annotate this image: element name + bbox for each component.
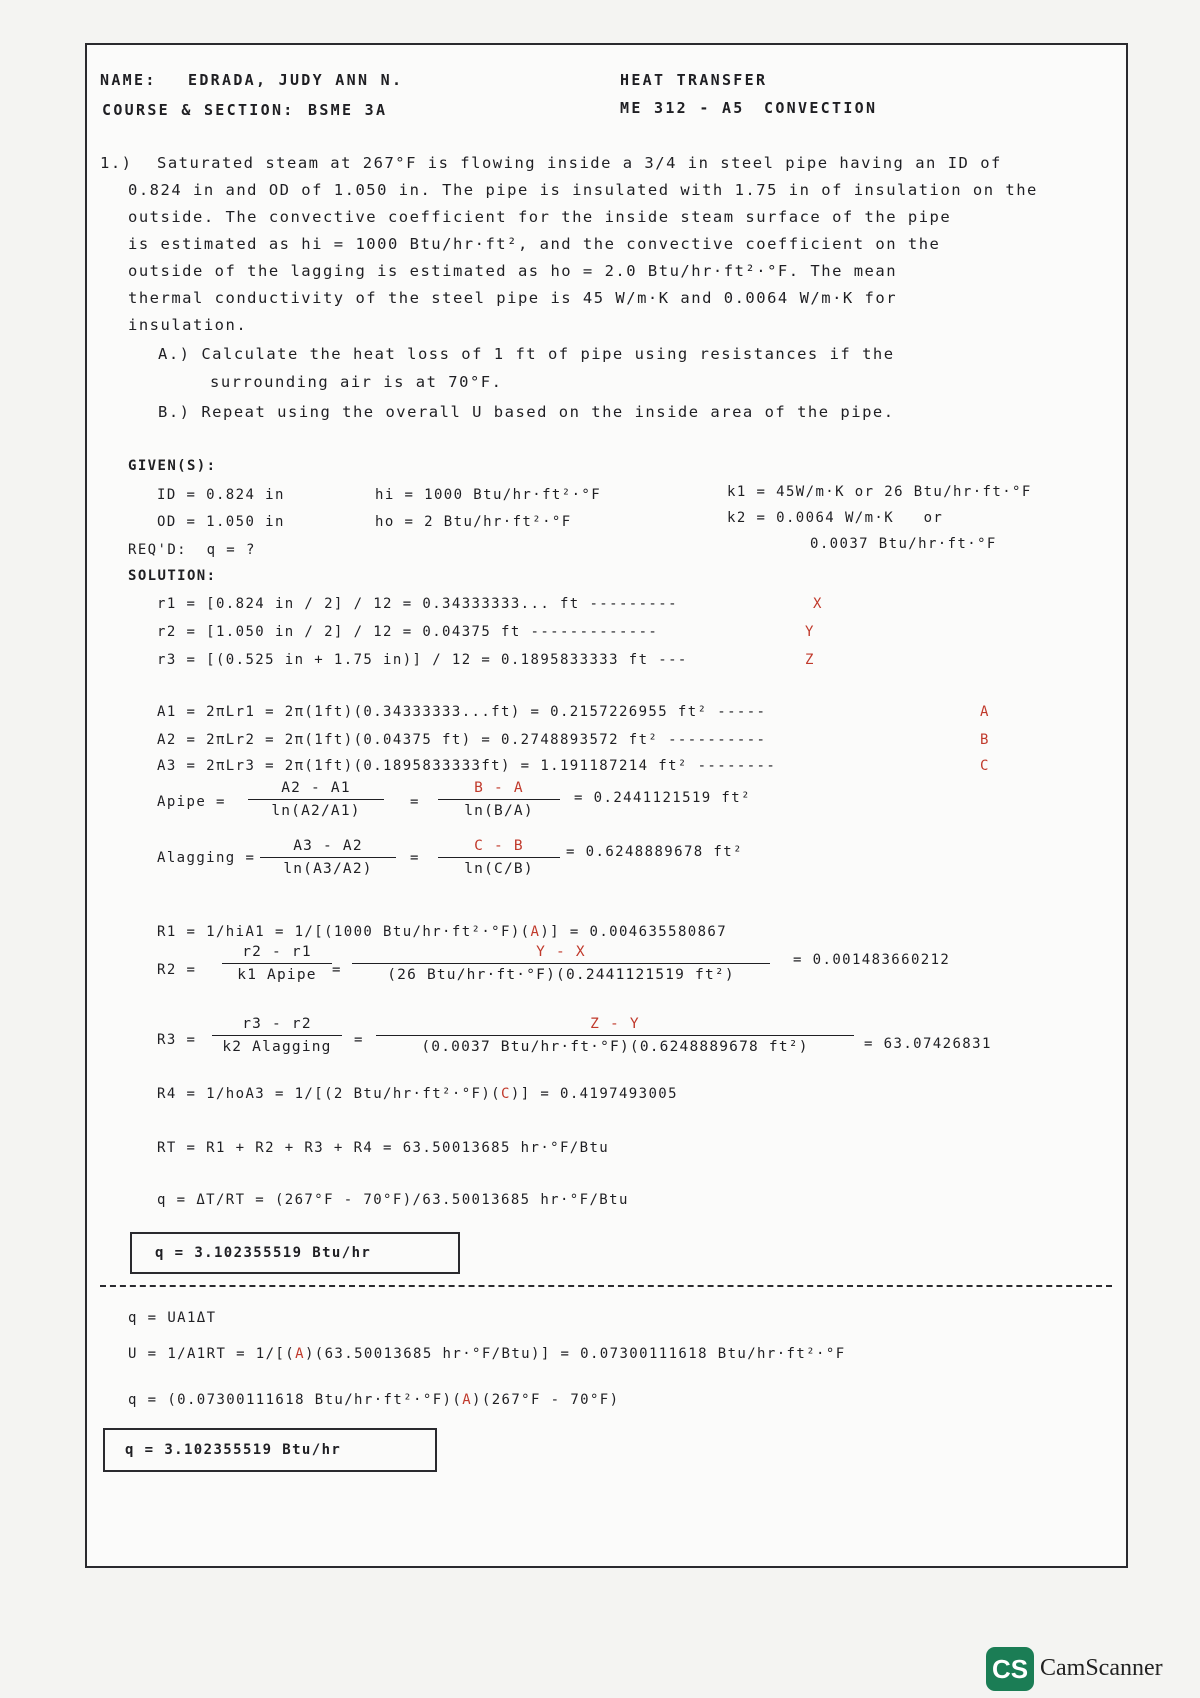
a2-line: A2 = 2πLr2 = 2π(1ft)(0.04375 ft) = 0.2748893572 ft² ---------- (157, 732, 767, 748)
alagging-denominator-sub: ln(C/B) (464, 861, 534, 877)
alagging-numerator-sub: C - B (438, 838, 560, 858)
apipe-denominator: ln(A2/A1) (271, 803, 361, 819)
problem-line: outside. The convective coefficient for the inside steam surface of the pipe (128, 208, 952, 226)
r1-line: r1 = [0.824 in / 2] / 12 = 0.34333333... ft --------- (157, 596, 678, 612)
u-calculation (128, 1344, 846, 1364)
r1-resistance-tag: A (530, 924, 541, 940)
given-k2: k2 = 0.0064 W/m·K or (727, 510, 944, 526)
a1-line: A1 = 2πLr1 = 2π(1ft)(0.34333333...ft) = 0.2157226955 ft² ----- (157, 704, 767, 720)
alagging-result: = 0.6248889678 ft² (566, 844, 743, 860)
r1-resistance (157, 922, 727, 942)
r2-result: = 0.001483660212 (793, 952, 951, 968)
q-substitution-post: )(267°F - 70°F) (472, 1392, 620, 1408)
r2-denominator-sub: (26 Btu/hr·ft·°F)(0.2441121519 ft²) (387, 967, 735, 983)
r3-denominator-sub: (0.0037 Btu/hr·ft·°F)(0.6248889678 ft²) (421, 1039, 809, 1055)
given-hi: hi = 1000 Btu/hr·ft²·°F (375, 487, 602, 503)
problem-line: Saturated steam at 267°F is flowing inside a 3/4 in steel pipe having an ID of (157, 154, 1002, 172)
apipe-result: = 0.2441121519 ft² (574, 790, 751, 806)
equals: = (332, 962, 342, 978)
answer-a: q = 3.102355519 Btu/hr (155, 1245, 372, 1261)
equals: = (354, 1032, 364, 1048)
r4-resistance (157, 1084, 678, 1104)
course-section: BSME 3A (308, 101, 388, 119)
u-calculation-post: )(63.50013685 hr·°F/Btu)] = 0.07300111618 Btu/hr·ft²·°F (304, 1346, 846, 1362)
apipe-numerator-sub: B - A (438, 780, 560, 800)
alagging-label: Alagging = (157, 850, 256, 866)
r3-result: = 63.07426831 (864, 1036, 992, 1052)
r3-denominator: k2 Alagging (222, 1039, 332, 1055)
apipe-fraction-sub (438, 780, 560, 819)
alagging-fraction-sub (438, 838, 560, 877)
equals: = (410, 850, 420, 866)
given-id: ID = 0.824 in (157, 487, 285, 503)
a3-line: A3 = 2πLr3 = 2π(1ft)(0.1895833333ft) = 1.191187214 ft² -------- (157, 758, 777, 774)
r3-line: r3 = [(0.525 in + 1.75 in)] / 12 = 0.1895833333 ft --- (157, 652, 688, 668)
alagging-fraction (260, 838, 396, 877)
q-ua-equation: q = UA1ΔT (128, 1310, 217, 1326)
a2-tag: B (980, 732, 990, 748)
problem-number: 1.) (100, 154, 133, 172)
equals: = (410, 794, 420, 810)
answer-b: q = 3.102355519 Btu/hr (125, 1442, 342, 1458)
a1-tag: A (980, 704, 990, 720)
r2-fraction (222, 944, 332, 983)
required: REQ'D: q = ? (128, 542, 256, 558)
alagging-denominator: ln(A3/A2) (283, 861, 373, 877)
apipe-numerator: A2 - A1 (248, 780, 384, 800)
given-ho: ho = 2 Btu/hr·ft²·°F (375, 514, 572, 530)
alagging-numerator: A3 - A2 (260, 838, 396, 858)
q-substitution-tag: A (462, 1392, 473, 1408)
course-label: COURSE & SECTION: (102, 101, 295, 119)
r4-resistance-tag: C (501, 1086, 511, 1102)
r3-fraction (212, 1016, 342, 1055)
part-a-line: A.) Calculate the heat loss of 1 ft of pipe using resistances if the (158, 345, 895, 363)
subject: HEAT TRANSFER (620, 71, 768, 89)
r2-denominator: k1 Apipe (237, 967, 317, 983)
part-b: B.) Repeat using the overall U based on the inside area of the pipe. (158, 403, 895, 421)
r1-resistance-pre: R1 = 1/hiA1 = 1/[(1000 Btu/hr·ft²·°F)( (157, 924, 531, 940)
problem-line: is estimated as hi = 1000 Btu/hr·ft², and the convective coefficient on the (128, 235, 941, 253)
u-calculation-pre: U = 1/A1RT = 1/[( (128, 1346, 296, 1362)
part-a-line: surrounding air is at 70°F. (210, 373, 503, 391)
r2-line: r2 = [1.050 in / 2] / 12 = 0.04375 ft ------------- (157, 624, 659, 640)
r3-resistance-label: R3 = (157, 1032, 197, 1048)
r4-resistance-pre: R4 = 1/hoA3 = 1/[(2 Btu/hr·ft²·°F)( (157, 1086, 502, 1102)
subject-code: ME 312 - A5 (620, 99, 745, 117)
r4-resistance-post: )] = 0.4197493005 (510, 1086, 678, 1102)
q-calculation: q = ΔT/RT = (267°F - 70°F)/63.50013685 hr·°F/Btu (157, 1192, 629, 1208)
apipe-label: Apipe = (157, 794, 226, 810)
camscanner-logo-icon: CS (986, 1647, 1034, 1691)
name-label: NAME: (100, 71, 157, 89)
apipe-fraction (248, 780, 384, 819)
given-label: GIVEN(S): (128, 458, 217, 474)
a3-tag: C (980, 758, 990, 774)
problem-line: 0.824 in and OD of 1.050 in. The pipe is insulated with 1.75 in of insulation on the (128, 181, 1038, 199)
r2-fraction-sub (352, 944, 770, 983)
r1-resistance-post: )] = 0.004635580867 (540, 924, 728, 940)
student-name: EDRADA, JUDY ANN N. (188, 71, 404, 89)
u-calculation-tag: A (295, 1346, 305, 1362)
solution-label: SOLUTION: (128, 568, 217, 584)
r2-tag: Y (805, 624, 815, 640)
problem-line: insulation. (128, 316, 248, 334)
given-od: OD = 1.050 in (157, 514, 285, 530)
q-substitution (128, 1390, 619, 1410)
given-k1: k1 = 45W/m·K or 26 Btu/hr·ft·°F (727, 484, 1032, 500)
r2-numerator-sub: Y - X (352, 944, 770, 964)
r3-tag: Z (805, 652, 815, 668)
r2-numerator: r2 - r1 (222, 944, 332, 964)
r3-numerator: r3 - r2 (212, 1016, 342, 1036)
apipe-denominator-sub: ln(B/A) (464, 803, 534, 819)
r3-fraction-sub (376, 1016, 854, 1055)
camscanner-brand: CamScanner (1040, 1655, 1163, 1681)
r1-tag: X (813, 596, 823, 612)
r2-resistance-label: R2 = (157, 962, 197, 978)
section-divider (100, 1285, 1112, 1287)
q-substitution-pre: q = (0.07300111618 Btu/hr·ft²·°F)( (128, 1392, 463, 1408)
topic: CONVECTION (764, 99, 878, 117)
total-resistance: RT = R1 + R2 + R3 + R4 = 63.50013685 hr·°F/Btu (157, 1140, 610, 1156)
problem-line: thermal conductivity of the steel pipe is 45 W/m·K and 0.0064 W/m·K for (128, 289, 898, 307)
problem-line: outside of the lagging is estimated as ho = 2.0 Btu/hr·ft²·°F. The mean (128, 262, 898, 280)
r3-numerator-sub: Z - Y (376, 1016, 854, 1036)
given-k2-imperial: 0.0037 Btu/hr·ft·°F (810, 536, 997, 552)
